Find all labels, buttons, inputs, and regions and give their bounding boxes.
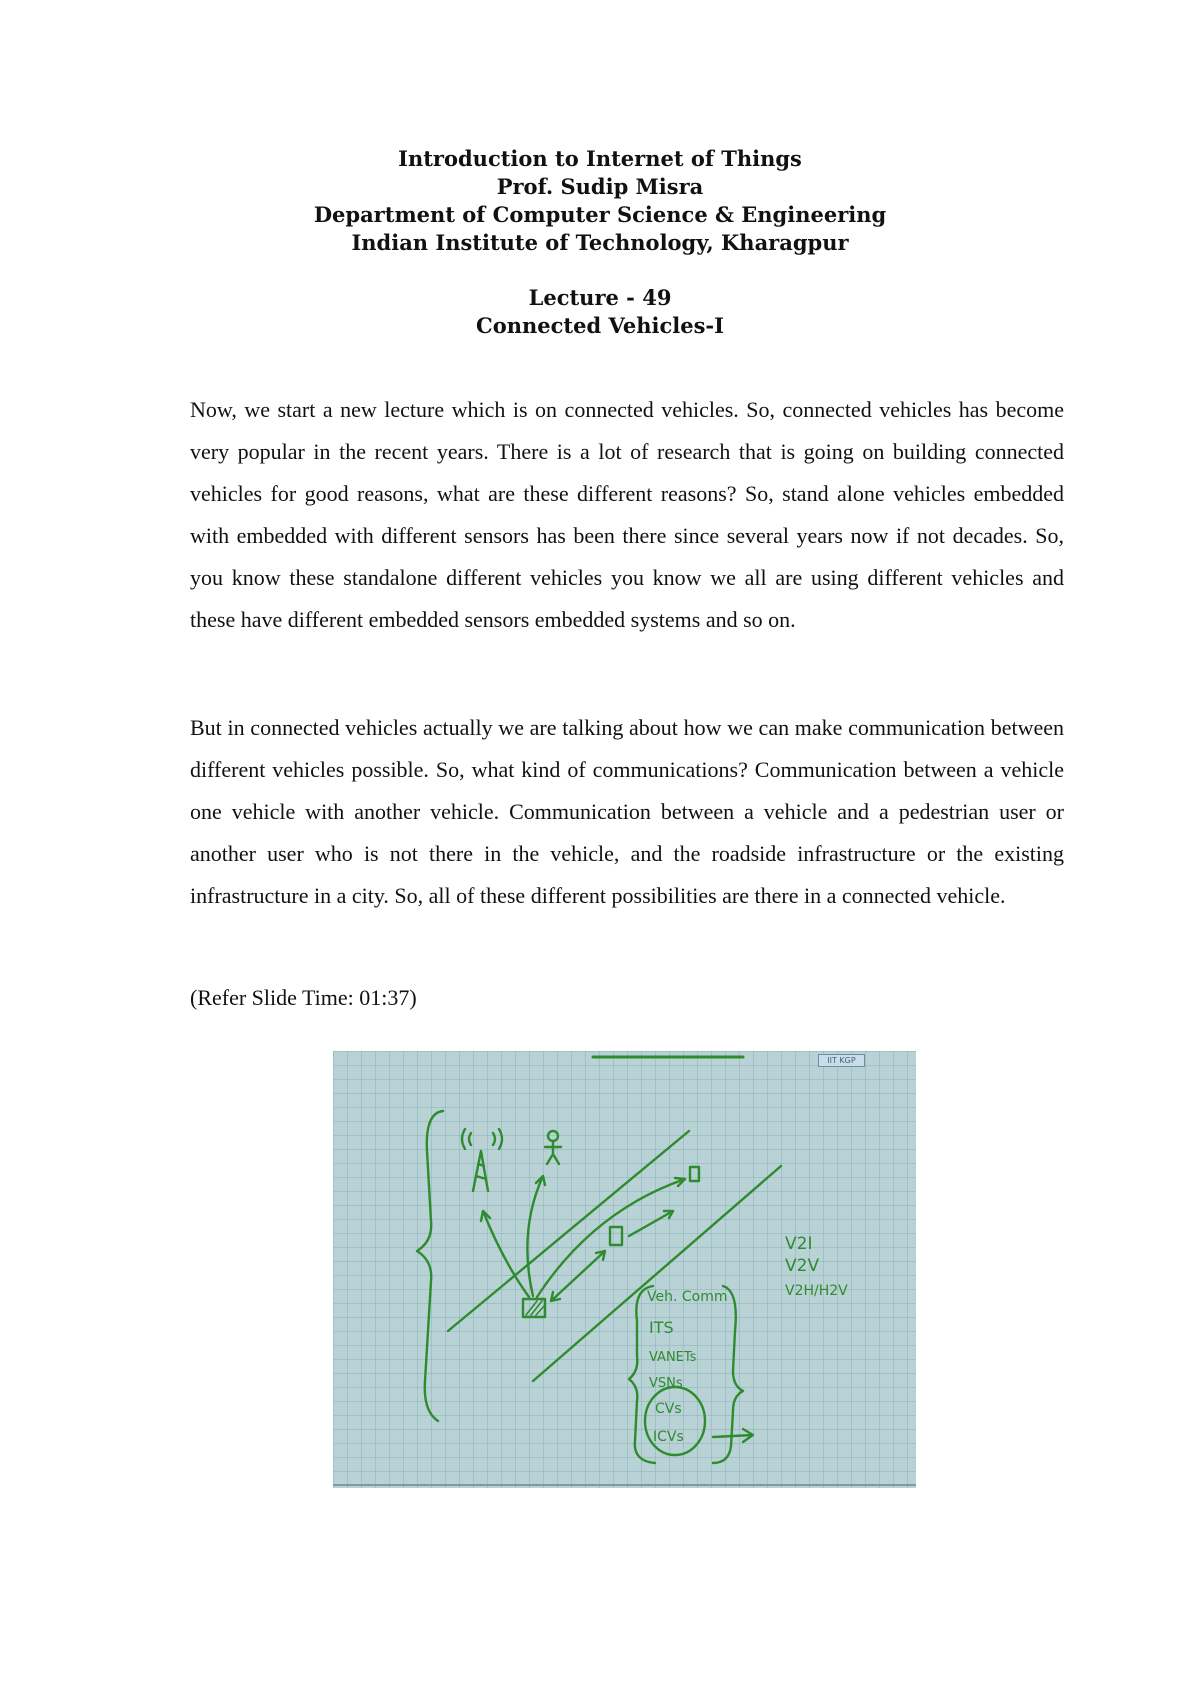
arrow-v2v [551,1251,605,1301]
pedestrian-icon [545,1141,561,1164]
label-its: ITS [649,1318,674,1337]
list-brace-left [629,1286,655,1463]
label-veh-comm: Veh. Comm [647,1289,728,1305]
tower-icon [473,1151,488,1191]
slide-badge: IIT KGP [818,1054,865,1067]
road-line-lower [533,1166,781,1381]
pedestrian-head-icon [548,1131,558,1141]
vehicle-middle-icon [610,1227,622,1245]
refer-slide-time: (Refer Slide Time: 01:37) [190,985,417,1010]
vehicle-hatch [526,1301,545,1315]
left-brace [417,1111,443,1421]
lecture-number: Lecture - 49 [528,285,672,310]
lecture-title: Connected Vehicles-I [476,313,724,338]
label-cvs: CVs [655,1401,682,1417]
handwritten-diagram [333,1051,916,1488]
label-vanets: VANETs [649,1350,697,1365]
label-vsns: VSNs [649,1376,683,1391]
signal-waves-icon [462,1129,502,1149]
paragraph-2: But in connected vehicles actually we are talking about how we can make communication between different vehicles possible. So, what kind of communications? Communication between a vehicle one vehicle with another vehicle. Communication between a vehicle and a pedestrian user or another user who is not there in the vehicle, and the roadside infrastructure or the existing infrastructure in a city. So, all of these different possibilities are there in a connected vehicle. [190,715,1064,908]
vehicle-far-icon [690,1167,699,1181]
label-v2i: V2I [785,1234,813,1254]
arrow-to-pedestrian [527,1176,545,1296]
professor-name: Prof. Sudip Misra [496,174,704,199]
label-v2v: V2V [785,1256,820,1276]
arrow-middle-to-far [629,1211,673,1236]
institute-name: Indian Institute of Technology, Kharagpur [351,230,849,255]
document-header [0,145,1200,257]
label-v2h-h2v: V2H/H2V [785,1283,848,1299]
label-icvs: ICVs [653,1429,684,1445]
paragraph-1: Now, we start a new lecture which is on connected vehicles. So, connected vehicles has become very popular in the recent years. There is a lot of research that is going on building connected vehicles for good reasons, what are these different reasons? So, stand alone vehicles embedded with embedded with different sensors has been there since several years now if not decades. So, you know these standalone different vehicles you know we all are using different vehicles and these have different embedded sensors embedded systems and so on. [190,397,1064,632]
lecture-heading [0,284,1200,340]
course-title: Introduction to Internet of Things [398,146,802,171]
department-name: Department of Computer Science & Engineering [313,202,887,227]
lecture-slide-image [333,1051,916,1488]
